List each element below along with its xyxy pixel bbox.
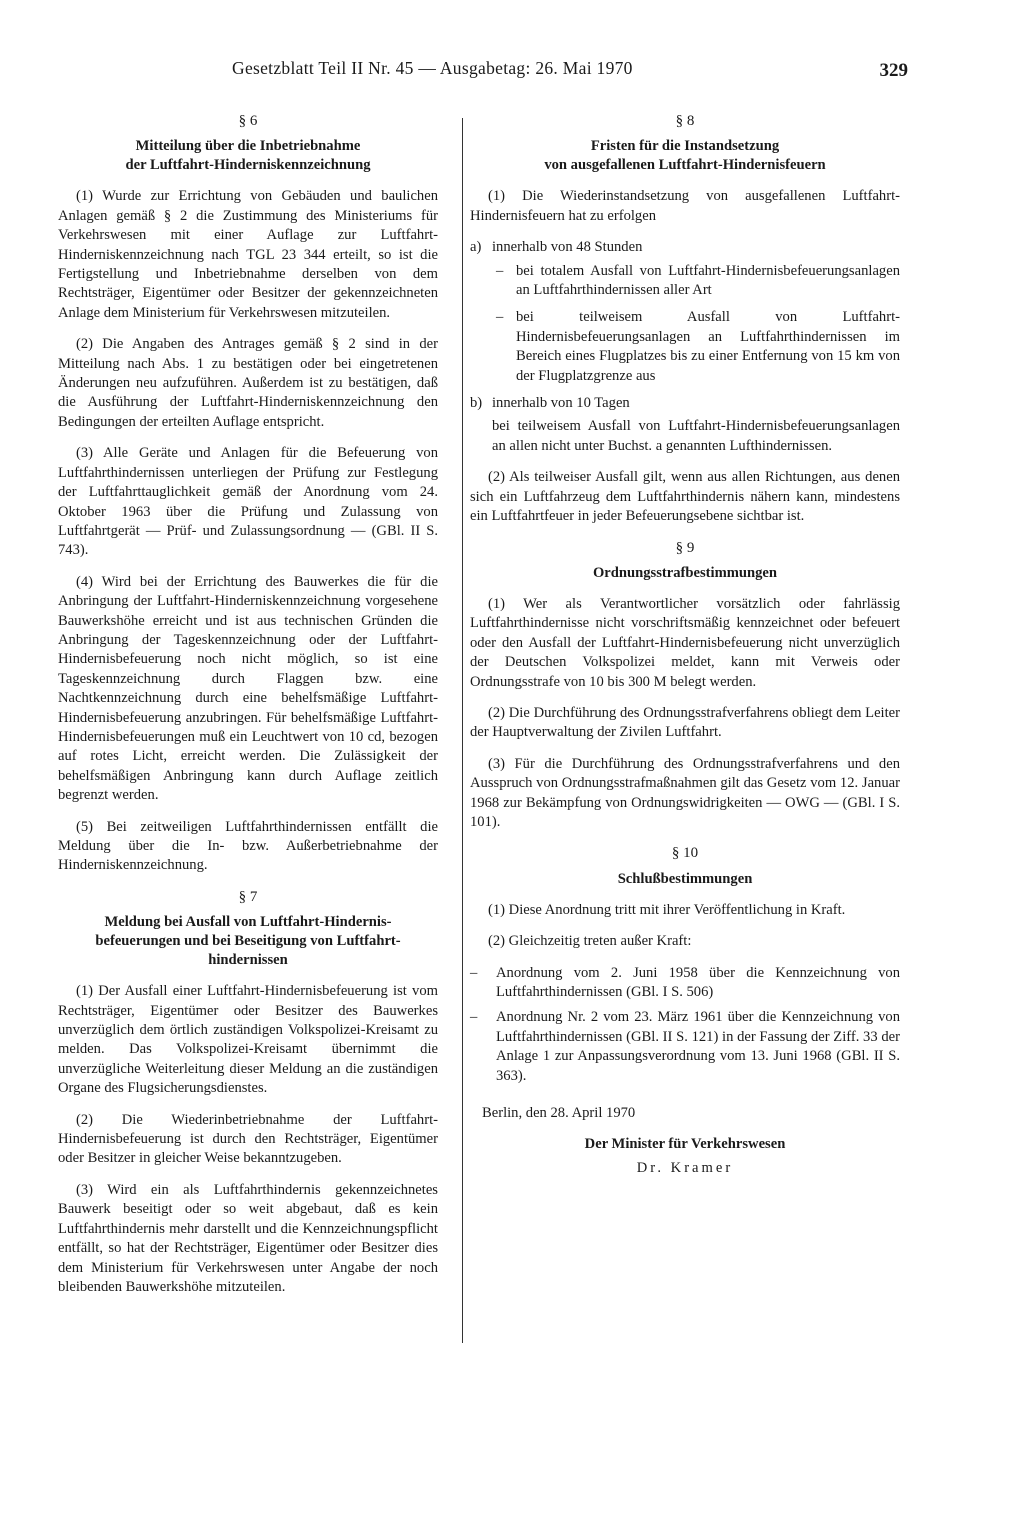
- header-title: Gesetzblatt Teil II Nr. 45 — Ausgabetag: 26. Mai 1970: [232, 58, 633, 78]
- section-9-paragraph-3: (3) Für die Durchführung des Ordnungsstrafverfahrens und den Ausspruch von Ordnungsstrafmaßnahmen gilt das Gesetz vom 12. Januar 1968 zur Bekämpfung von Ordnungswidrigkeiten — OWG — (GBl. I S. 101).: [470, 755, 900, 830]
- section-10-dash-2: – Anordnung Nr. 2 vom 23. März 1961 über die Kennzeichnung von Luftfahrthindernissen (GBl. II S. 121) in der Fassung der Ziff. 33 der Anlage 1 zur Anpassungsverordnung vom 13. Juni 1968 (GBl. II S. 363).: [470, 1008, 900, 1086]
- section-6-paragraph-5: (5) Bei zeitweiligen Luftfahrthindernissen entfällt die Meldung über die In- bzw. Außerbetriebnahme der Hinderniskennzeichnung.: [58, 818, 438, 874]
- column-divider: [462, 118, 463, 1343]
- section-7-heading-line2: befeuerungen und bei Beseitigung von Luftfahrt-: [95, 933, 401, 950]
- item-b-body: bei teilweisem Ausfall von Luftfahrt-Hindernisbefeuerungsanlagen an allen nicht unter Buchst. a genannten Lufthindernissen.: [492, 418, 900, 454]
- item-b-text: innerhalb von 10 Tagen: [492, 395, 630, 412]
- section-8-item-a: [470, 238, 900, 257]
- section-9-paragraph-2: (2) Die Durchführung des Ordnungsstrafverfahrens obliegt dem Leiter der Hauptverwaltung der Zivilen Luftfahrt.: [470, 704, 900, 741]
- page-number: 329: [879, 60, 908, 81]
- item-b-label: b): [470, 395, 483, 412]
- section-6-heading: [58, 137, 438, 175]
- item-a-text: innerhalb von 48 Stunden: [492, 239, 643, 256]
- section-10-paragraph-1: (1) Diese Anordnung tritt mit ihrer Veröffentlichung in Kraft.: [488, 901, 846, 918]
- section-10-heading: Schlußbestimmungen: [617, 870, 753, 887]
- section-8-paragraph-1: (1) Die Wiederinstandsetzung von ausgefallenen Luftfahrt-Hindernisfeuern hat zu erfolgen: [470, 188, 900, 224]
- left-column: [58, 108, 438, 1309]
- page-header: [60, 58, 908, 88]
- section-7-paragraph-2: (2) Die Wiederinbetriebnahme der Luftfahrt-Hindernisbefeuerung ist durch den Rechtsträger, Eigentümer oder Besitzer in gleicher Weise bekanntzugeben.: [58, 1111, 438, 1167]
- section-7-paragraph-1: (1) Der Ausfall einer Luftfahrt-Hindernisbefeuerung ist vom Rechtsträger, Eigentümer oder Besitzer des Bauwerkes unverzüglich dem örtlich zuständigen Volkspolizei-Kreisamt zu melden. Das Volkspolizei-Kreisamt übernimmt die unverzügliche Weiterleitung dieser Meldung an die zuständigen Organe des Flugsicherungsdienstes.: [58, 983, 438, 1097]
- section-8-heading-line2: von ausgefallenen Luftfahrt-Hindernisfeuern: [544, 157, 826, 174]
- section-8-heading: [470, 137, 900, 175]
- item-a-label: a): [470, 239, 482, 256]
- section-6-paragraph-3: (3) Alle Geräte und Anlagen für die Befeuerung von Luftfahrthindernissen unterliegen der Prüfung zur Festlegung der Luftfahrttauglichkeit gemäß der Anordnung vom 24. Oktober 1963 über die Prüfung und Zulassung von Luftfahrtgerät — Prüf- und Zulassungsordnung — (GBl. II S. 743).: [58, 445, 438, 559]
- section-10-dash-1: – Anordnung vom 2. Juni 1958 über die Kennzeichnung von Luftfahrthindernissen (GBl. I S. 506): [470, 964, 900, 1003]
- section-6-paragraph-2: (2) Die Angaben des Antrages gemäß § 2 sind in der Mitteilung nach Abs. 1 zu bestätigen oder bei eingetretenen Änderungen neu aufzuführen. Außerdem ist zu bestätigen, daß die Ausführung der Luftfahrt-Hinderniskennzeichnung den Bedingungen der erteilten Auflage entspricht.: [58, 336, 438, 430]
- place-date: Berlin, den 28. April 1970: [482, 1105, 636, 1122]
- section-7-heading-line1: Meldung bei Ausfall von Luftfahrt-Hindernis-: [104, 914, 392, 931]
- section-7-heading-line3: hindernissen: [208, 952, 288, 969]
- minister-title: Der Minister für Verkehrswesen: [584, 1136, 786, 1153]
- section-9-paragraph-1: (1) Wer als Verantwortlicher vorsätzlich oder fahrlässig Luftfahrthindernisse nicht vorschriftsmäßig kennzeichnet oder befeuert oder den Ausfall der Luftfahrt-Hindernisbefeuerung nicht unverzüglich der Deutschen Volkspolizei meldet, kann mit Verweis oder Ordnungsstrafe von 10 bis 300 M belegt werden.: [470, 595, 900, 690]
- section-8-paragraph-2: (2) Als teilweiser Ausfall gilt, wenn aus allen Richtungen, aus denen sich ein Luftfahrzeug dem Luftfahrthindernis nähern kann, mindestens ein Luftfahrtfeuer in jeder Befeuerungsebene sichtbar ist.: [470, 469, 900, 525]
- section-7-heading: [58, 913, 438, 970]
- section-9-heading: Ordnungsstrafbestimmungen: [592, 564, 778, 581]
- right-column: [470, 108, 900, 1178]
- section-7-paragraph-3: (3) Wird ein als Luftfahrthindernis gekennzeichnetes Bauwerk beseitigt oder so weit abgebaut, daß es kein Luftfahrthindernis mehr darstellt und die Kennzeichnungspflicht entfällt, so hat der Rechtsträger, Eigentümer oder Besitzer dies dem Ministerium für Verkehrswesen unter Angabe der noch bleibenden Bauwerkshöhe mitzuteilen.: [58, 1181, 438, 1295]
- item-a-dash-1: – bei totalem Ausfall von Luftfahrt-Hindernisbefeuerungsanlagen an Luftfahrthindernissen aller Art: [470, 262, 900, 301]
- section-10-paragraph-2: (2) Gleichzeitig treten außer Kraft:: [488, 933, 692, 950]
- section-7-label: § 7: [238, 888, 258, 905]
- section-10-label: § 10: [671, 845, 699, 862]
- section-6-label: § 6: [238, 113, 258, 129]
- section-8-label: § 8: [675, 113, 695, 129]
- section-6-heading-line1: Mitteilung über die Inbetriebnahme: [135, 138, 361, 155]
- item-a-dash-2: – bei teilweisem Ausfall von Luftfahrt-Hindernisbefeuerungsanlagen an Luftfahrthindernissen im Bereich eines Flugplatzes bis zu einer Entfernung von 15 km von der Flugplatzgrenze aus: [470, 308, 900, 386]
- section-6-paragraph-4: (4) Wird bei der Errichtung des Bauwerkes die für die Anbringung der Luftfahrt-Hinderniskennzeichnung vorgesehene Bauwerkshöhe erreicht und ist aus technischen Gründen die Anbringung der Tageskennzeichnung oder der Luftfahrt-Hindernisbefeuerung noch nicht möglich, so ist eine Tageskennzeichnung durch Flaggen bzw. eine Nachtkennzeichnung durch eine behelfsmäßige Luftfahrt-Hindernisbefeuerung anzubringen. Für behelfsmäßige Luftfahrt-Hindernisbefeuerungen muß ein Leuchtwert von 10 cd, bezogen auf rotes Licht, erreicht werden. Die Zulässigkeit der behelfsmäßigen Anbringung kann durch Auflage zeitlich begrenzt werden.: [58, 573, 438, 804]
- section-6-heading-line2: der Luftfahrt-Hinderniskennzeichnung: [125, 157, 371, 174]
- section-8-heading-line1: Fristen für die Instandsetzung: [590, 138, 780, 155]
- section-9-label: § 9: [675, 539, 695, 556]
- section-6-paragraph-1: (1) Wurde zur Errichtung von Gebäuden und baulichen Anlagen gemäß § 2 die Zustimmung des Ministeriums für Verkehrswesen mit einer Auflage zur Luftfahrt-Hinderniskennzeichnung nach TGL 23 344 erteilt, so ist die Fertigstellung und Inbetriebnahme derselben von dem Rechtsträger, Eigentümer oder Besitzer der gekennzeichneten Anlage dem Ministerium für Verkehrswesen mitzuteilen.: [58, 188, 438, 321]
- section-8-item-b: [470, 394, 900, 413]
- signer-name: Dr. Kramer: [636, 1159, 734, 1176]
